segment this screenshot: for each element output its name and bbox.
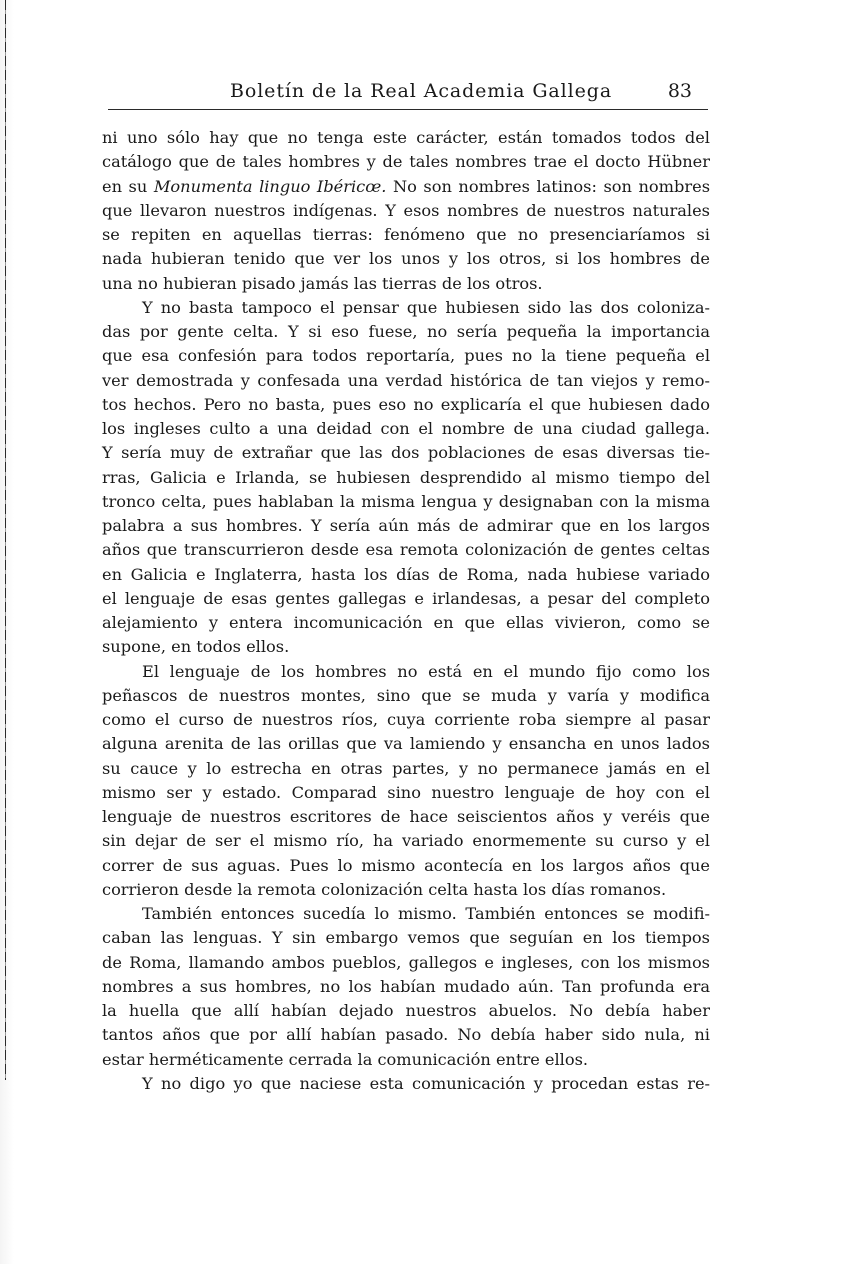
text-line: peñascos de nuestros montes, sino que se muda y varía y modifica [102, 685, 710, 705]
text-line: lenguaje de nuestros escritores de hace seiscientos años y veréis que [102, 807, 710, 826]
paragraph-start: Y no basta tampoco el pensar que hubiesen sido las dos coloniza- [142, 297, 710, 317]
page-header [108, 78, 710, 108]
text-line: tronco celta, pues hablaban la misma lengua y designaban con la misma [102, 491, 710, 511]
text-line: mismo ser y estado. Comparad sino nuestro lenguaje de hoy con el [102, 782, 710, 802]
text-line [102, 175, 710, 199]
text-line: caban las lenguas. Y sin embargo vemos que seguían en los tiempos [102, 928, 710, 948]
binding-edge [5, 0, 6, 1080]
text-line: catálogo que de tales hombres y de tales nombres trae el docto Hübner [102, 152, 710, 172]
work-title: Monumenta linguo Ibéricœ. [153, 176, 387, 196]
text-line: palabra a sus hombres. Y sería aún más de admirar que en los largos [102, 516, 710, 535]
text-line: se repiten en aquellas tierras: fenómeno que no presenciaríamos si [102, 225, 710, 244]
text-line: alejamiento y entera incomunicación en que ellas vivieron, como se [102, 613, 710, 632]
text-line: en Galicia e Inglaterra, hasta los días de Roma, nada hubiese variado [102, 564, 710, 584]
paragraph-start: También entonces sucedía lo mismo. También entonces se modifi- [142, 904, 710, 923]
text-fragment: No son nombres latinos: son nombres [386, 176, 711, 196]
text-line: que esa confesión para todos reportaría, pues no la tiene pequeña el [102, 346, 710, 366]
text-line: la huella que allí habían dejado nuestros abuelos. No debía haber [102, 1001, 710, 1020]
page-number: 83 [667, 80, 692, 102]
text-line: estar herméticamente cerrada la comunicación entre ellos. [102, 1049, 589, 1069]
text-line: una no hubieran pisado jamás las tierras de los otros. [102, 273, 543, 293]
text-line: años que transcurrieron desde esa remota colonización de gentes celtas [102, 540, 710, 560]
header-rule [108, 109, 708, 110]
text-line: que llevaron nuestros indígenas. Y esos nombres de nuestros naturales [102, 200, 710, 220]
text-line: Y sería muy de extrañar que las dos poblaciones de esas diversas tie- [102, 443, 710, 463]
page-edge-shadow [0, 0, 14, 1264]
text-line: de Roma, llamando ambos pueblos, gallegos e ingleses, con los mismos [102, 952, 710, 972]
text-line: nada hubieran tenido que ver los unos y los otros, si los hombres de [102, 249, 710, 269]
text-line: nombres a sus hombres, no los habían mudado aún. Tan profunda era [102, 976, 710, 996]
text-line: sin dejar de ser el mismo río, ha variado enormemente su curso y el [102, 831, 710, 851]
text-fragment: en su [102, 176, 154, 196]
running-title: Boletín de la Real Academia Gallega [230, 80, 613, 102]
text-line: rras, Galicia e Irlanda, se hubiesen desprendido al mismo tiempo del [102, 467, 710, 487]
body-text [102, 126, 710, 1096]
text-line: das por gente celta. Y si eso fuese, no sería pequeña la importancia [102, 322, 710, 341]
paragraph-start: El lenguaje de los hombres no está en el mundo fijo como los [142, 661, 710, 681]
text-line: como el curso de nuestros ríos, cuya corriente roba siempre al pasar [102, 710, 710, 729]
text-line: ver demostrada y confesada una verdad histórica de tan viejos y remo- [102, 370, 710, 390]
text-line: supone, en todos ellos. [102, 637, 290, 657]
text-line: su cauce y lo estrecha en otras partes, y no permanece jamás en el [102, 758, 710, 778]
text-line: tantos años que por allí habían pasado. No debía haber sido nula, ni [102, 1025, 710, 1045]
text-line: los ingleses culto a una deidad con el nombre de una ciudad gallega. [102, 419, 710, 438]
text-line: ni uno sólo hay que no tenga este carácter, están tomados todos del [102, 128, 710, 147]
text-line: tos hechos. Pero no basta, pues eso no explicaría el que hubiesen dado [102, 394, 710, 414]
text-line: correr de sus aguas. Pues lo mismo acontecía en los largos años que [102, 855, 710, 875]
text-line: alguna arenita de las orillas que va lamiendo y ensancha en unos lados [102, 734, 710, 754]
text-line: corrieron desde la remota colonización celta hasta los días romanos. [102, 879, 667, 899]
text-line: el lenguaje de esas gentes gallegas e irlandesas, a pesar del completo [102, 588, 710, 608]
paragraph-start: Y no digo yo que naciese esta comunicación y procedan estas re- [142, 1073, 710, 1093]
